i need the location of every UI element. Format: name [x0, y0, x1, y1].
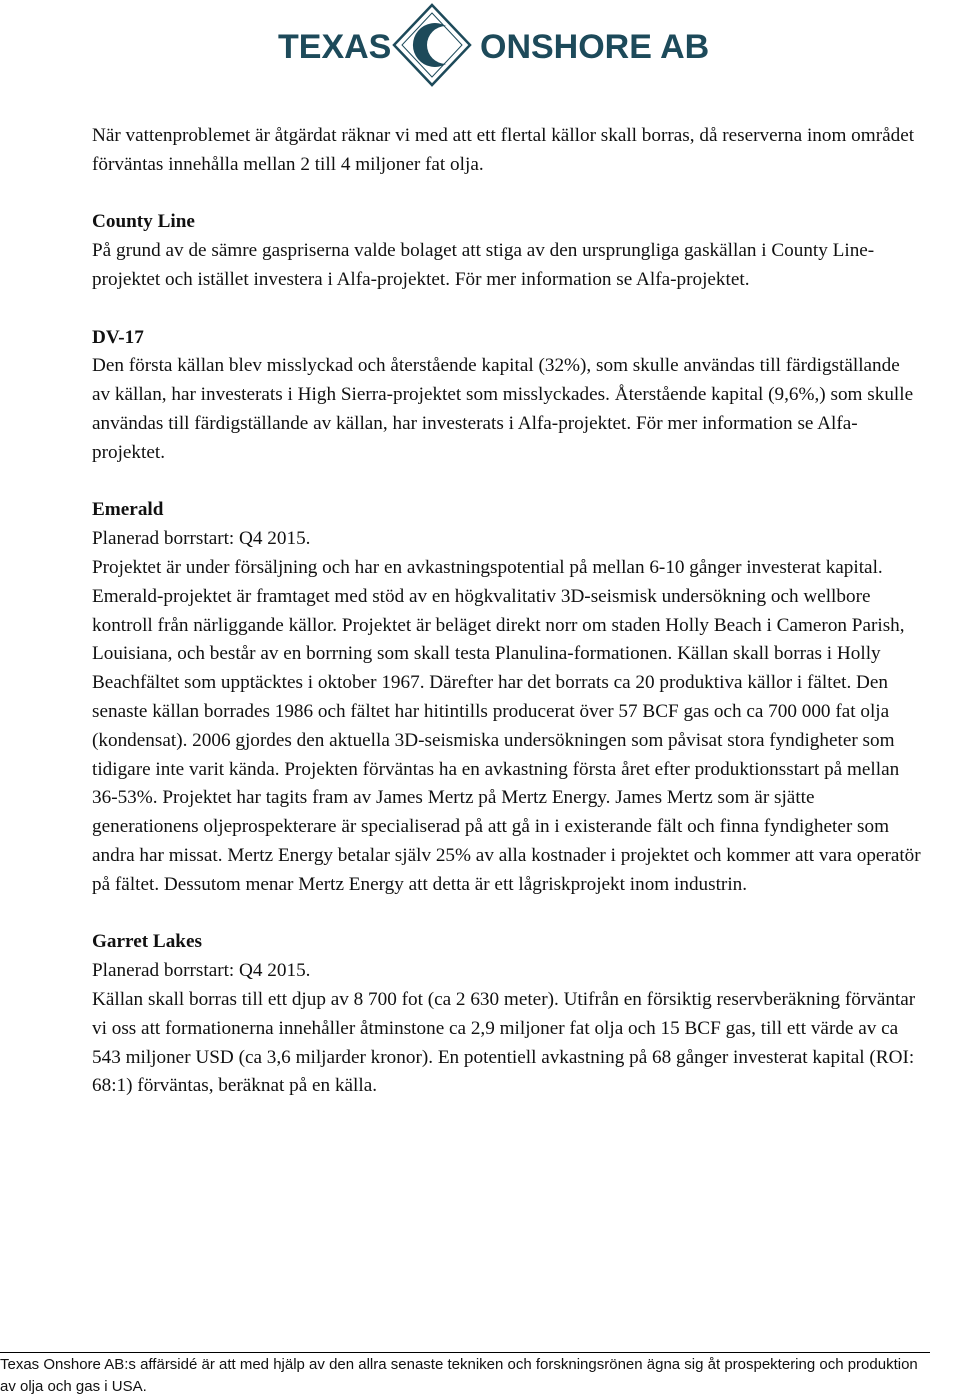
logo-right-word: ONSHORE AB — [480, 28, 710, 66]
section-title: DV-17 — [92, 326, 144, 348]
company-logo — [0, 0, 960, 95]
section-emerald — [92, 496, 922, 899]
intro-paragraph: När vattenproblemet är åtgärdat räknar vi med att ett flertal källor skall borras, då reserverna inom området förväntas innehålla mellan 2 till 4 miljoner fat olja. — [92, 125, 915, 175]
drill-start-line: Planerad borrstart: Q4 2015. — [92, 528, 311, 550]
section-garret-lakes — [92, 928, 922, 1101]
section-title: County Line — [92, 211, 195, 233]
section-title: Emerald — [92, 499, 164, 521]
spacer — [92, 900, 922, 929]
section-paragraph: Den första källan blev misslyckad och återstående kapital (32%), som skulle användas till färdigställande av källan, har investerats i High Sierra-projektet som misslyckades. Återstående kapital (9,6%,) som skulle användas till färdigställande av källan, har investerats i Alfa-projektet. För mer information se Alfa-projektet. — [92, 355, 914, 463]
document-body — [92, 122, 922, 1101]
drill-start-line: Planerad borrstart: Q4 2015. — [92, 960, 311, 982]
spacer — [92, 468, 922, 497]
section-paragraph: På grund av de sämre gaspriserna valde bolaget att stiga av den ursprungliga gaskällan i County Line-projektet och istället investera i Alfa-projektet. För mer information se Alfa-projektet. — [92, 240, 875, 290]
section-paragraph: Källan skall borras till ett djup av 8 700 fot (ca 2 630 meter). Utifrån en försiktig reservberäkning förväntar vi oss att formationerna innehåller åtminstone ca 2,9 miljoner fat olja och 15 BCF gas, till ett värde av ca 543 miljoner USD (ca 3,6 miljarder kronor). En potentiell avkastning på 68 gånger investerat kapital (ROI: 68:1) förväntas, beräknat på en källa. — [92, 988, 916, 1097]
section-paragraph: Projektet är under försäljning och har en avkastningspotential på mellan 6-10 gånger investerat kapital. Emerald-projektet är framtaget med stöd av en högkvalitativ 3D-seismisk undersökning och wellbore kontroll från närliggande källor. Projektet är beläget direkt norr om staden Holly Beach i Cameron Parish, Louisiana, och består av en borrning som skall testa Planulina-formationen. Källan skall borras i Holly Beachfältet som upptäcktes i oktober 1967. Därefter har det borrats ca 20 produktiva källor i fältet. Den senaste källan borrades 1986 och fältet har hitintills producerat över 57 BCF gas och ca 700 000 fat olja (kondensat). 2006 gjordes den aktuella 3D-seismiska undersökningen som påvisat stora fyndigheter som tidigare inte varit kända. Projekten förväntas ha en avkastning första året efter produktionsstart på mellan 36-53%. Projektet har tagits fram av James Mertz på Mertz Energy. James Mertz som är sjätte generationens oljeprospekterare är specialiserad på att gå in i existerande fält och finna fyndigheter som andra har missat. Mertz Energy betalar själv 25% av alla kostnader i projektet och kommer att vara operatör på fältet. Dessutom menar Mertz Energy att detta är ett lågriskprojekt inom industrin. — [92, 556, 921, 895]
logo-left-word: TEXAS — [278, 28, 392, 66]
section-title: Garret Lakes — [92, 931, 202, 953]
diamond-crescent-logo-icon — [394, 5, 470, 85]
section-county-line — [92, 208, 922, 294]
spacer — [92, 295, 922, 324]
section-dv-17 — [92, 324, 922, 468]
page-footer: Texas Onshore AB:s affärsidé är att med hjälp av den allra senaste tekniken och forskningsrönen ägna sig åt prospektering och produktion av olja och gas i USA. — [0, 1352, 930, 1398]
logo-graphic — [0, 0, 960, 95]
spacer — [92, 180, 922, 209]
